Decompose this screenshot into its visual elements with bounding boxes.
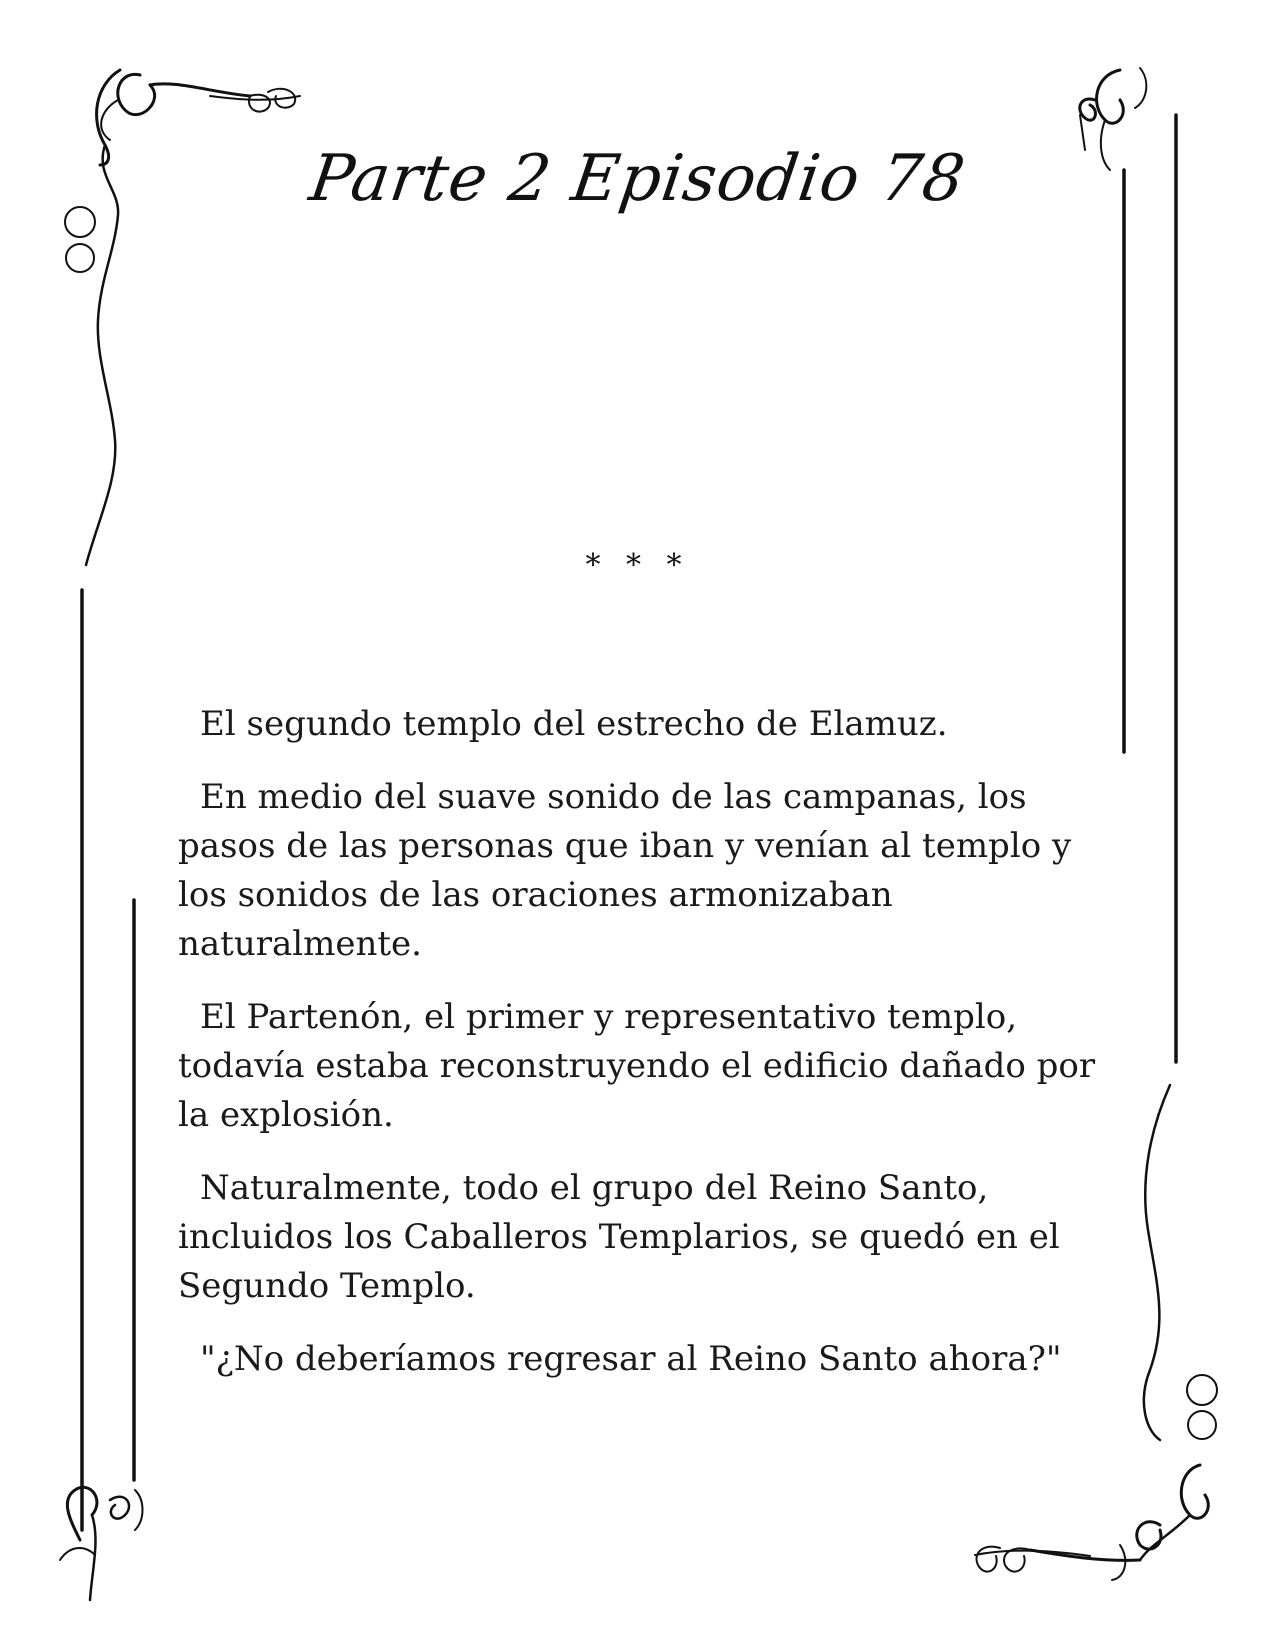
paragraph: El Partenón, el primer y representativo templo, todavía estaba reconstruyendo el edificio dañado por la explosión. bbox=[178, 997, 1096, 1135]
paragraph: "¿No deberíamos regresar al Reino Santo ahora?" bbox=[200, 1339, 1062, 1379]
paragraph: En medio del suave sonido de las campanas, los pasos de las personas que iban y venían al templo y los sonidos de las oraciones armonizaban naturalmente. bbox=[178, 777, 1072, 964]
page-title: Parte 2 Episodio 78 bbox=[305, 142, 970, 216]
paragraph: El segundo templo del estrecho de Elamuz. bbox=[200, 704, 948, 744]
paragraph: Naturalmente, todo el grupo del Reino Santo, incluidos los Caballeros Templarios, se quedó en el Segundo Templo. bbox=[178, 1168, 1060, 1306]
flourish-bottom-left-icon bbox=[60, 1487, 143, 1600]
section-separator: * * * bbox=[585, 548, 690, 583]
chapter-body bbox=[178, 700, 1098, 1408]
